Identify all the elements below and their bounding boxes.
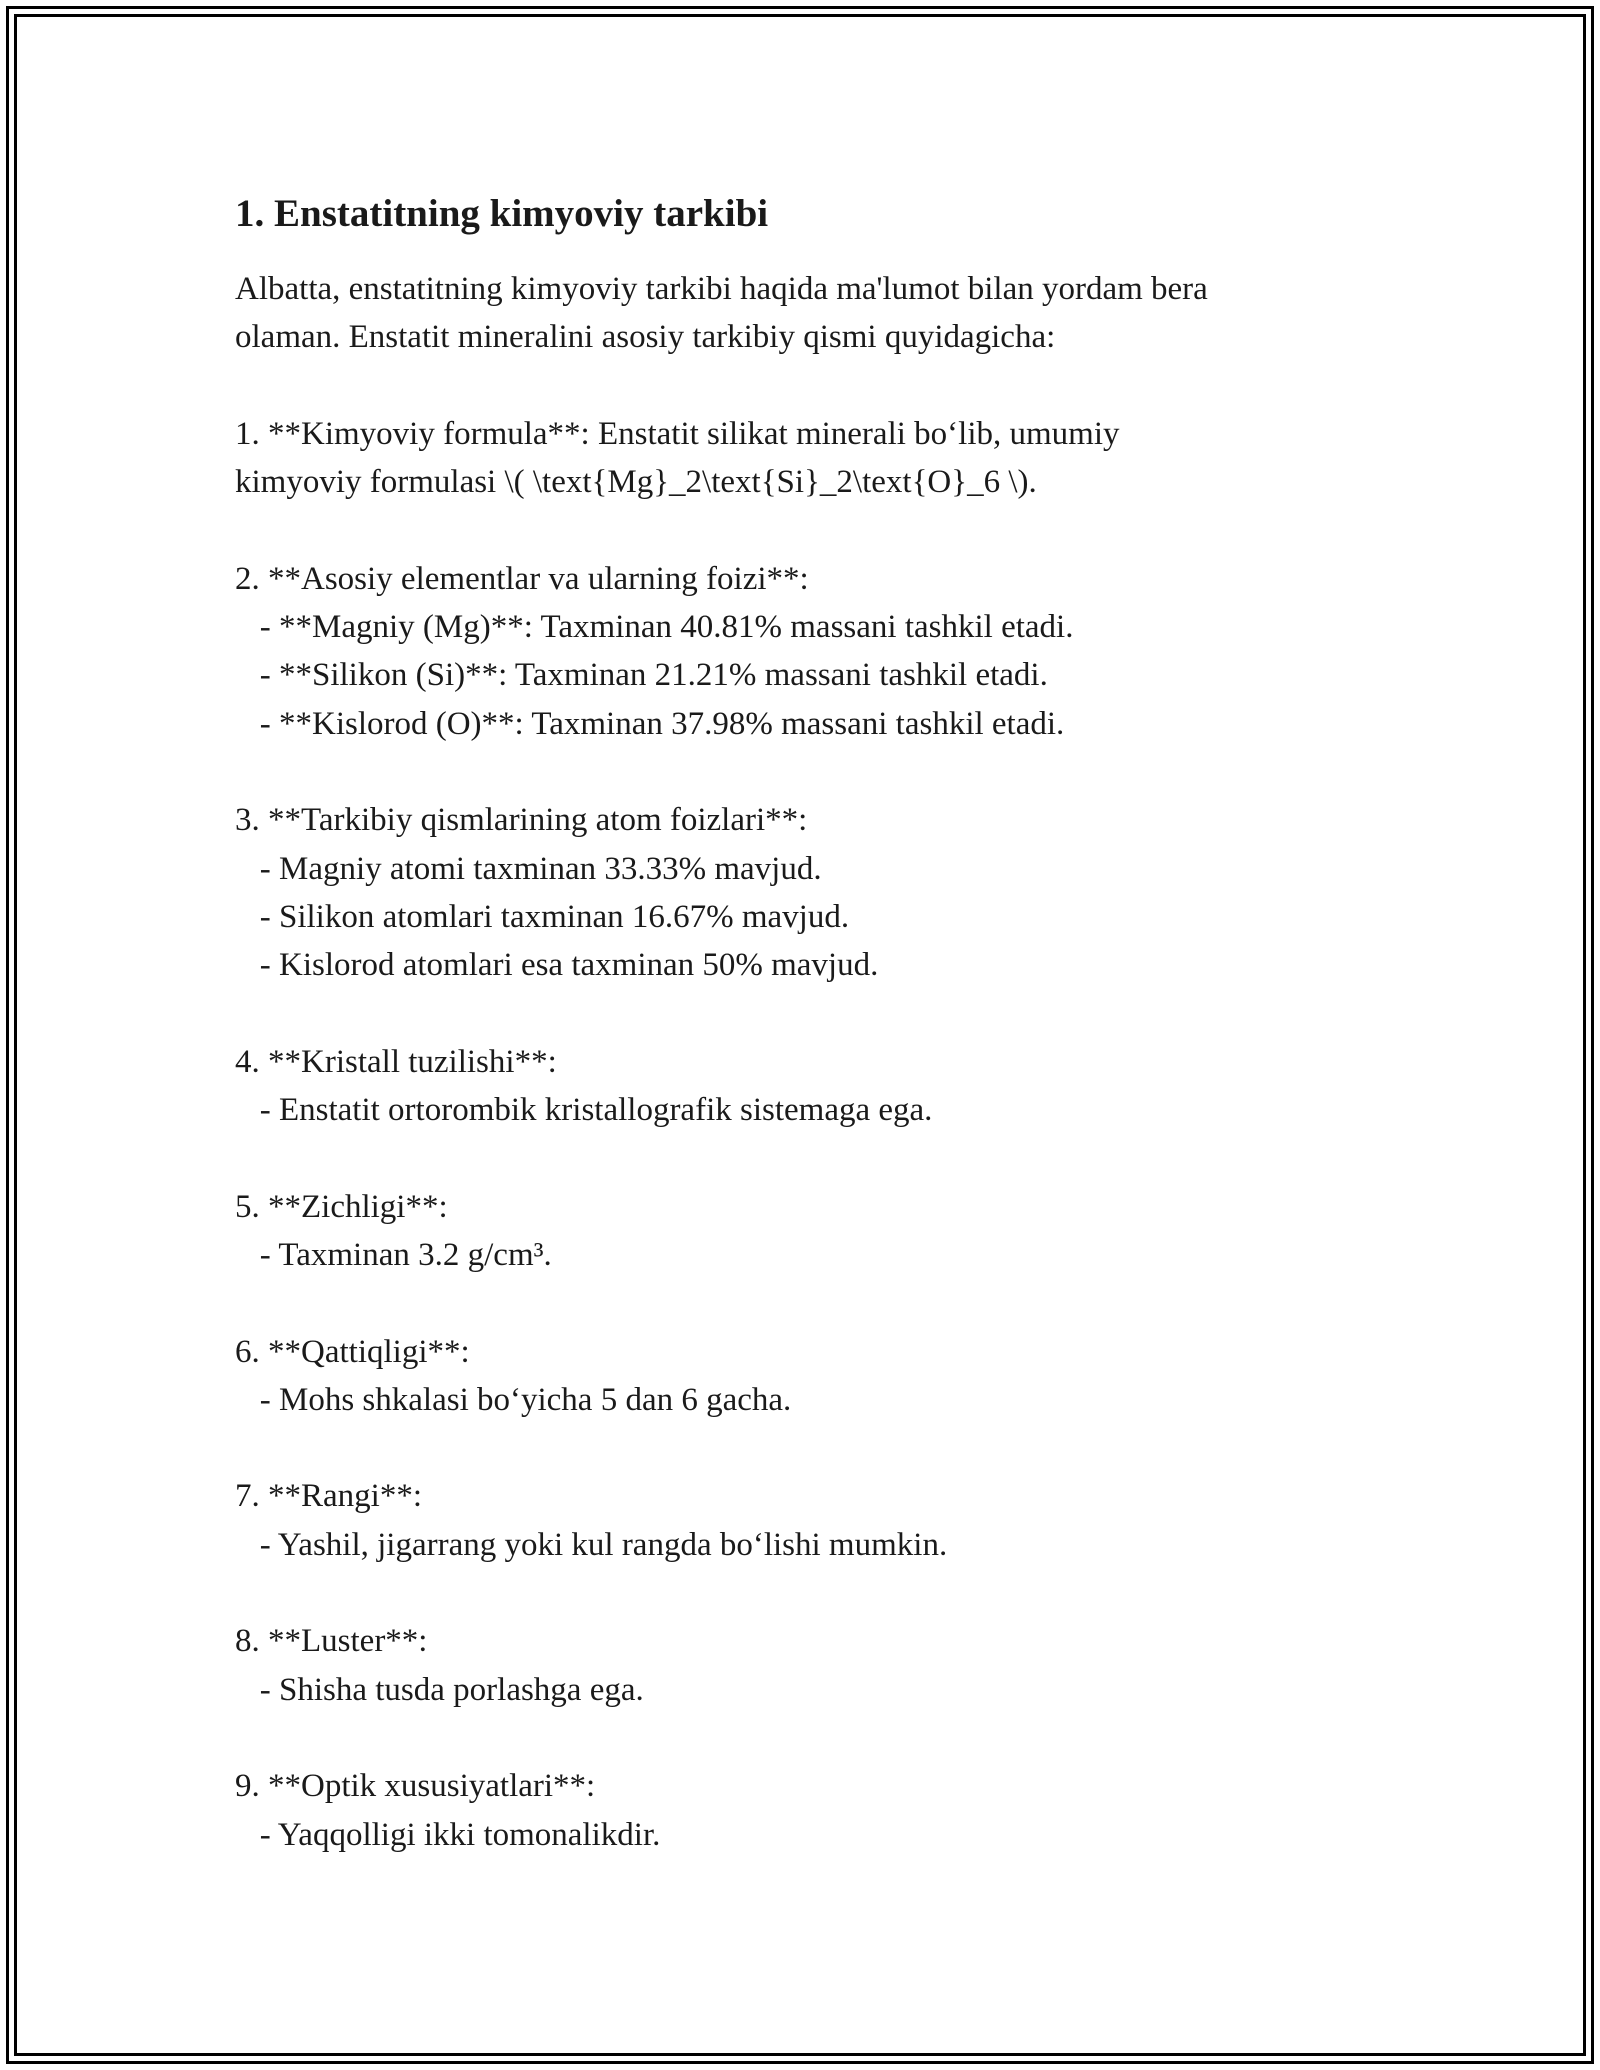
section-luster xyxy=(235,1617,1365,1714)
section-elements xyxy=(235,555,1365,748)
list-item-heading: 6. **Qattiqligi**: xyxy=(235,1333,470,1370)
sub-list-item: - Yashil, jigarrang yoki kul rangda bo‘lishi mumkin. xyxy=(235,1526,948,1563)
sub-list-item: - Magniy atomi taxminan 33.33% mavjud. xyxy=(235,850,822,887)
sub-list-item: - **Kislorod (O)**: Taxminan 37.98% massani tashkil etadi. xyxy=(235,705,1065,742)
section-color xyxy=(235,1472,1365,1569)
section-crystal xyxy=(235,1038,1365,1135)
spacer xyxy=(235,506,1365,554)
sub-list-item: - Shisha tusda porlashga ega. xyxy=(235,1671,644,1708)
intro-line: Albatta, enstatitning kimyoviy tarkibi haqida ma'lumot bilan yordam bera xyxy=(235,271,1208,307)
list-item-heading: 9. **Optik xususiyatlari**: xyxy=(235,1768,596,1805)
list-item-heading: 1. **Kimyoviy formula**: Enstatit silikat minerali bo‘lib, umumiy xyxy=(235,415,1120,452)
spacer xyxy=(235,1424,1365,1472)
spacer xyxy=(235,1714,1365,1762)
intro-paragraph xyxy=(235,265,1365,362)
sub-list-item: - Yaqqolligi ikki tomonalikdir. xyxy=(235,1816,661,1853)
document-title: 1. Enstatitning kimyoviy tarkibi xyxy=(235,192,769,235)
sub-list-item: - Silikon atomlari taxminan 16.67% mavjud. xyxy=(235,898,850,935)
sub-list-item: - Enstatit ortorombik kristallografik sistemaga ega. xyxy=(235,1092,933,1129)
document-body xyxy=(235,185,1365,1859)
list-item-text: kimyoviy formulasi \( \text{Mg}_2\text{Si}_2\text{O}_6 \). xyxy=(235,464,1037,501)
spacer xyxy=(235,1134,1365,1182)
list-item-heading: 4. **Kristall tuzilishi**: xyxy=(235,1043,557,1080)
section-atom-percent xyxy=(235,796,1365,989)
section-hardness xyxy=(235,1328,1365,1425)
sub-list-item: - Mohs shkalasi bo‘yicha 5 dan 6 gacha. xyxy=(235,1381,792,1418)
spacer xyxy=(235,1279,1365,1327)
section-density xyxy=(235,1183,1365,1280)
section-optical xyxy=(235,1762,1365,1859)
spacer xyxy=(235,362,1365,410)
list-item-heading: 3. **Tarkibiy qismlarining atom foizlari**: xyxy=(235,802,808,839)
spacer xyxy=(235,748,1365,796)
sub-list-item: - Kislorod atomlari esa taxminan 50% mavjud. xyxy=(235,947,879,984)
spacer xyxy=(235,1569,1365,1617)
list-item-heading: 7. **Rangi**: xyxy=(235,1478,422,1515)
list-item-heading: 5. **Zichligi**: xyxy=(235,1188,448,1225)
list-item-heading: 8. **Luster**: xyxy=(235,1623,428,1660)
spacer xyxy=(235,989,1365,1037)
section-formula xyxy=(235,410,1365,507)
sub-list-item: - **Silikon (Si)**: Taxminan 21.21% massani tashkil etadi. xyxy=(235,657,1048,694)
list-item-heading: 2. **Asosiy elementlar va ularning foizi**: xyxy=(235,560,809,597)
intro-line: olaman. Enstatit mineralini asosiy tarkibiy qismi quyidagicha: xyxy=(235,319,1056,356)
sub-list-item: - **Magniy (Mg)**: Taxminan 40.81% massani tashkil etadi. xyxy=(235,609,1074,646)
sub-list-item: - Taxminan 3.2 g/cm³. xyxy=(235,1236,552,1273)
